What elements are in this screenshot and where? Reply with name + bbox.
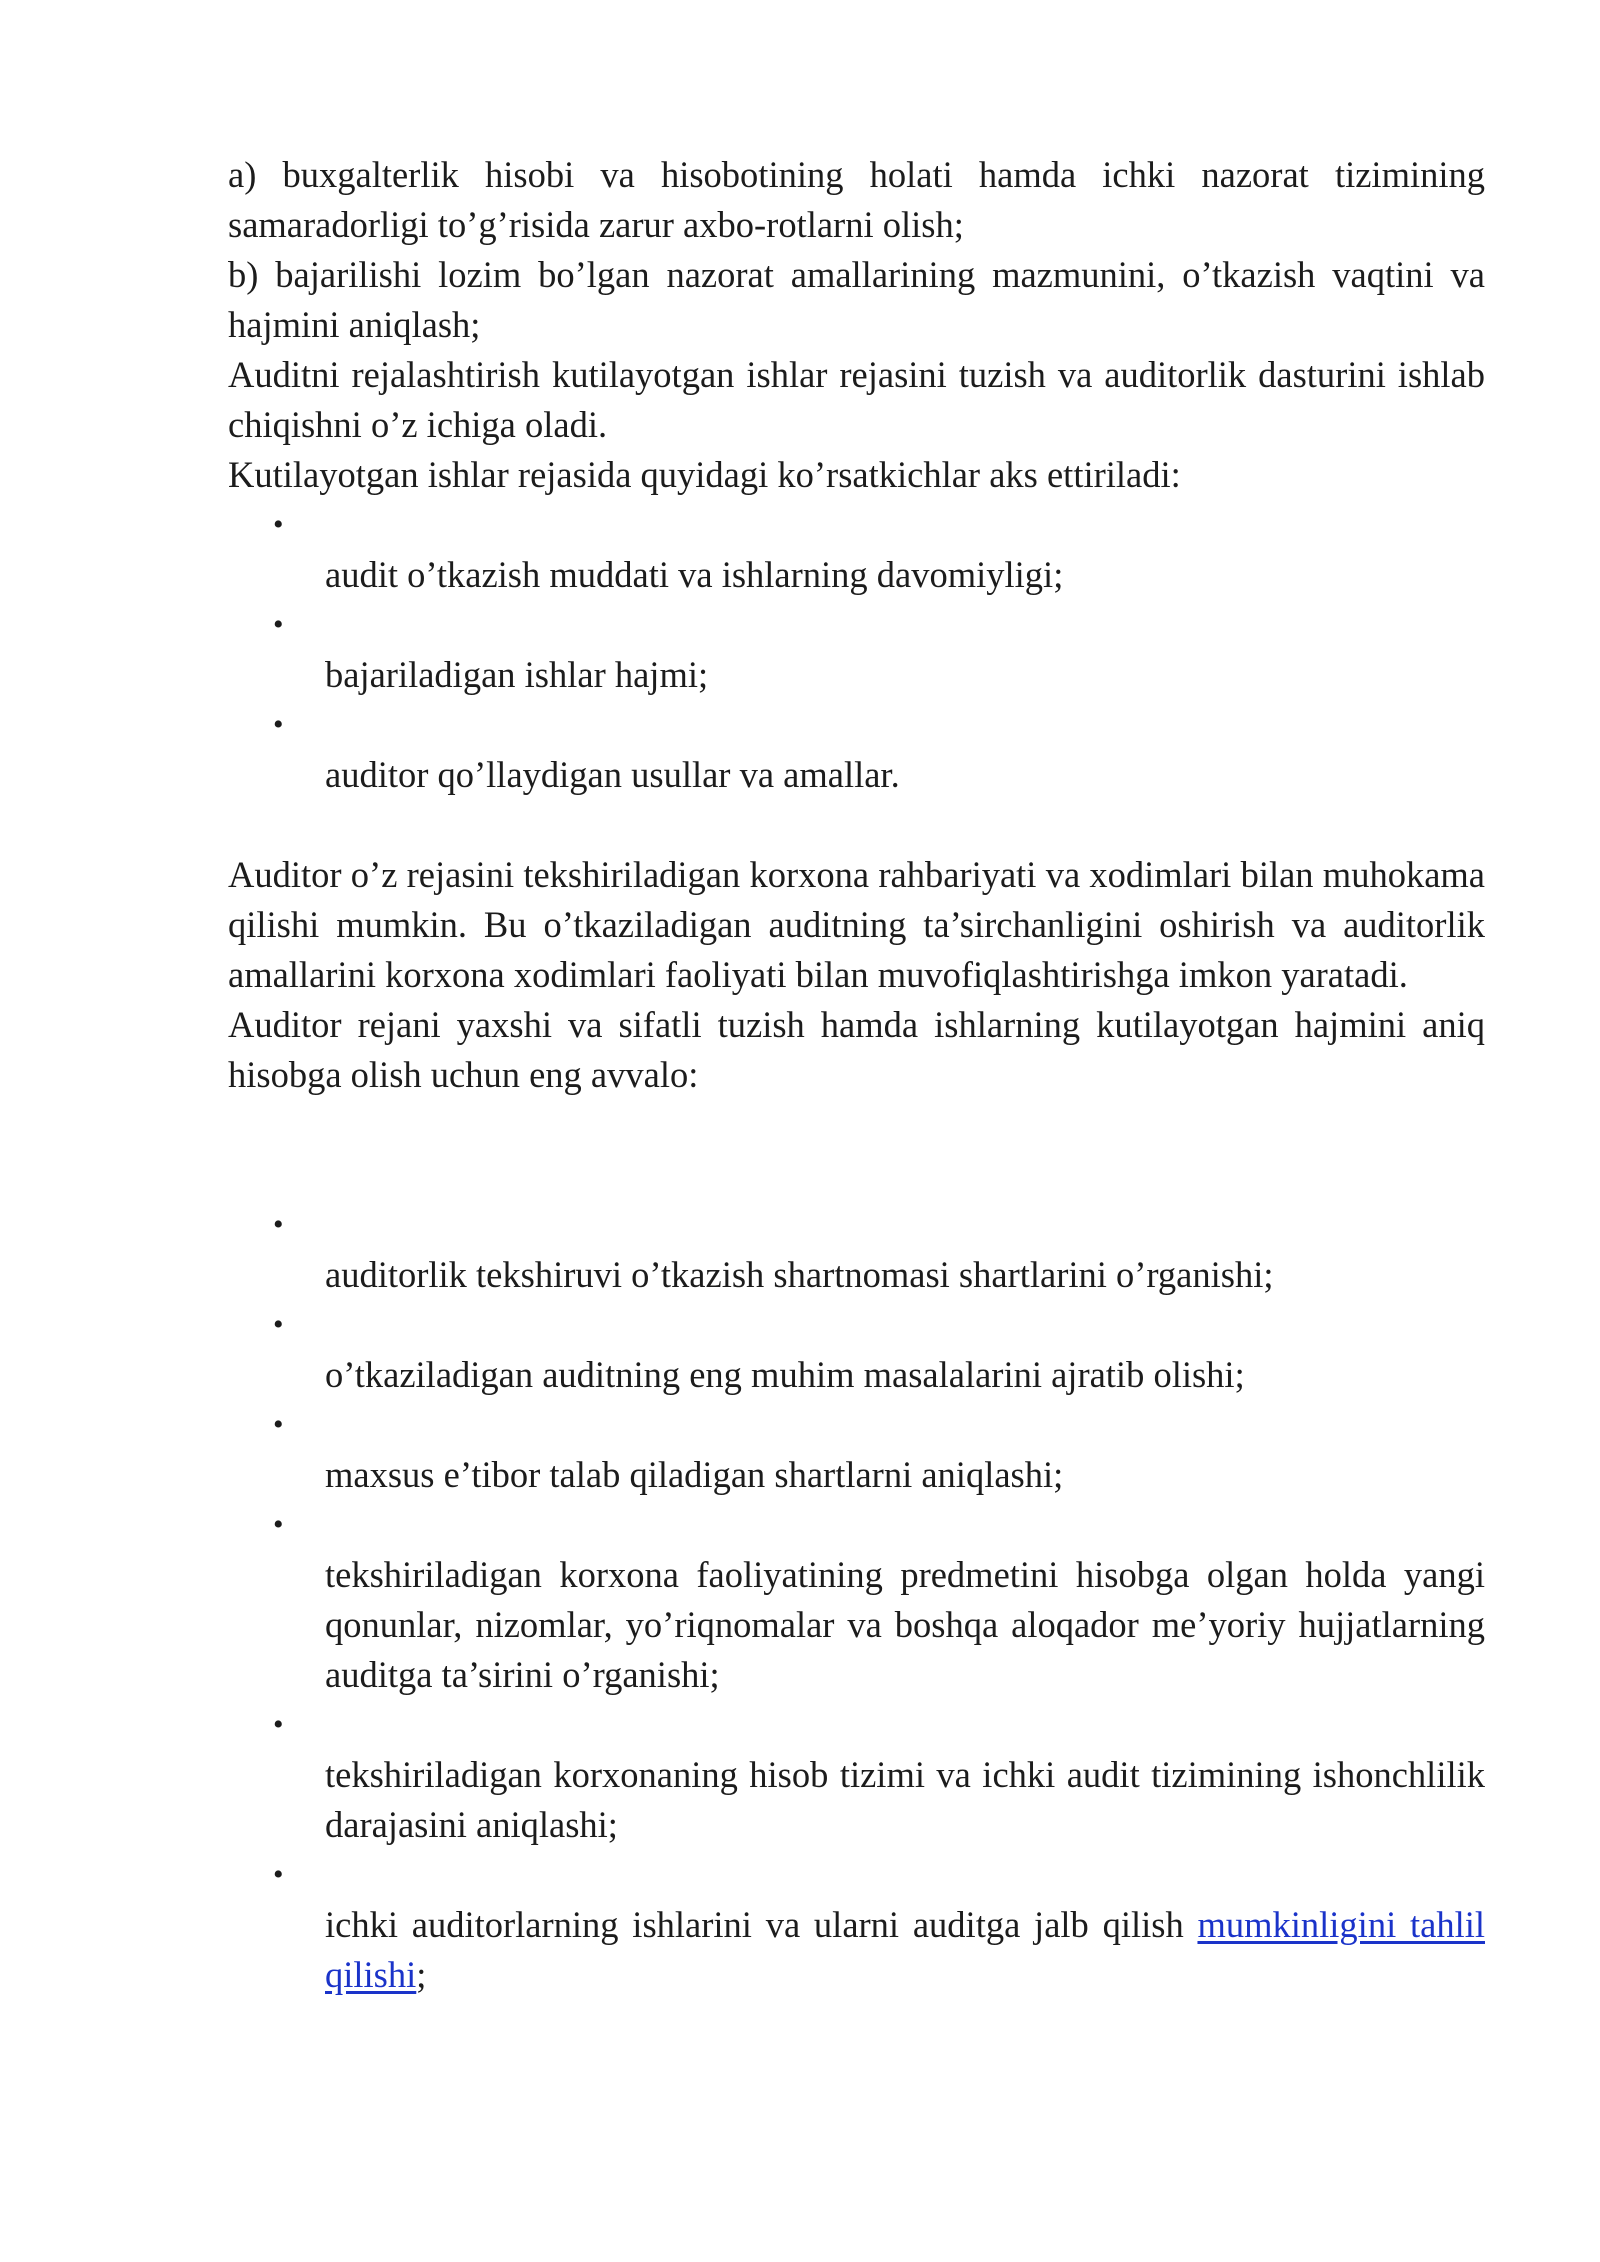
- list-item-text: tekshiriladigan korxona faoliyatining predmetini hisobga olgan holda yangi qonunlar, nizomlar, yo’riqnomalar va boshqa aloqador me’yoriy hujjatlarning auditga ta’sirini o’rganishi;: [325, 1554, 1485, 1695]
- list-item-text: o’tkaziladigan auditning eng muhim masalalarini ajratib olishi;: [325, 1354, 1245, 1395]
- first-steps-list: [228, 1200, 1485, 2000]
- bullet-icon: •: [273, 1208, 284, 1241]
- list-item-text: maxsus e’tibor talab qiladigan shartlarni aniqlashi;: [325, 1454, 1064, 1495]
- list-item-text: auditorlik tekshiruvi o’tkazish shartnomasi shartlarini o’rganishi;: [325, 1254, 1274, 1295]
- last-item-tail: ;: [416, 1954, 427, 1995]
- bullet-icon: •: [273, 608, 284, 641]
- bullet-icon: •: [273, 1858, 284, 1891]
- paragraph-first-steps: Auditor rejani yaxshi va sifatli tuzish hamda ishlarning kutilayotgan hajmini aniq hisobga olish uchun eng avvalo:: [228, 1004, 1485, 1095]
- bullet-icon: •: [273, 1508, 284, 1541]
- list-item-text: tekshiriladigan korxonaning hisob tizimi va ichki audit tizimining ishonchlilik darajasini aniqlashi;: [325, 1754, 1485, 1845]
- bullet-icon: •: [273, 508, 284, 541]
- last-item-text: ichki auditorlarning ishlarini va ularni auditga jalb qilish: [325, 1904, 1198, 1945]
- list-item: [228, 1200, 1485, 1300]
- document-page: [228, 150, 1485, 2000]
- list-item: [228, 1500, 1485, 1700]
- list-item: [228, 600, 1485, 700]
- bullet-icon: •: [273, 1308, 284, 1341]
- list-item-text: audit o’tkazish muddati va ishlarning davomiyligi;: [325, 554, 1064, 595]
- list-item: [228, 500, 1485, 600]
- bullet-icon: •: [273, 708, 284, 741]
- bullet-icon: •: [273, 1408, 284, 1441]
- paragraph-b: b) bajarilishi lozim bo’lgan nazorat amallarining mazmunini, o’tkazish vaqtini va hajmini aniqlash;: [228, 254, 1485, 345]
- list-item: [228, 1850, 1485, 2000]
- analysis-link[interactable]: mumkinligini tahlil qilishi: [325, 1904, 1485, 1995]
- list-item-text: [325, 1850, 1485, 2000]
- paragraph-a: a) buxgalterlik hisobi va hisobotining holati hamda ichki nazorat tizimining samaradorligi to’g’risida zarur axbo-rotlarni olish;: [228, 154, 1485, 245]
- indicators-list: [228, 500, 1485, 800]
- list-item: [228, 1700, 1485, 1850]
- paragraph-planning: Auditni rejalashtirish kutilayotgan ishlar rejasini tuzish va auditorlik dasturini ishlab chiqishni o’z ichiga oladi.: [228, 354, 1485, 445]
- paragraph-plan-indicators: Kutilayotgan ishlar rejasida quyidagi ko’rsatkichlar aks ettiriladi:: [228, 454, 1181, 495]
- list-item-text: auditor qo’llaydigan usullar va amallar.: [325, 754, 900, 795]
- paragraph-discussion: Auditor o’z rejasini tekshiriladigan korxona rahbariyati va xodimlari bilan muhokama qilishi mumkin. Bu o’tkaziladigan auditning ta’sirchanligini oshirish va auditorlik amallarini korxona xodimlari faoliyati bilan muvofiqlashtirishga imkon yaratadi.: [228, 854, 1485, 995]
- bullet-icon: •: [273, 1708, 284, 1741]
- list-item: [228, 700, 1485, 800]
- spacer: [228, 800, 1485, 850]
- list-item: [228, 1300, 1485, 1400]
- list-item: [228, 1400, 1485, 1500]
- list-item-text: bajariladigan ishlar hajmi;: [325, 654, 709, 695]
- spacer: [228, 1100, 1485, 1200]
